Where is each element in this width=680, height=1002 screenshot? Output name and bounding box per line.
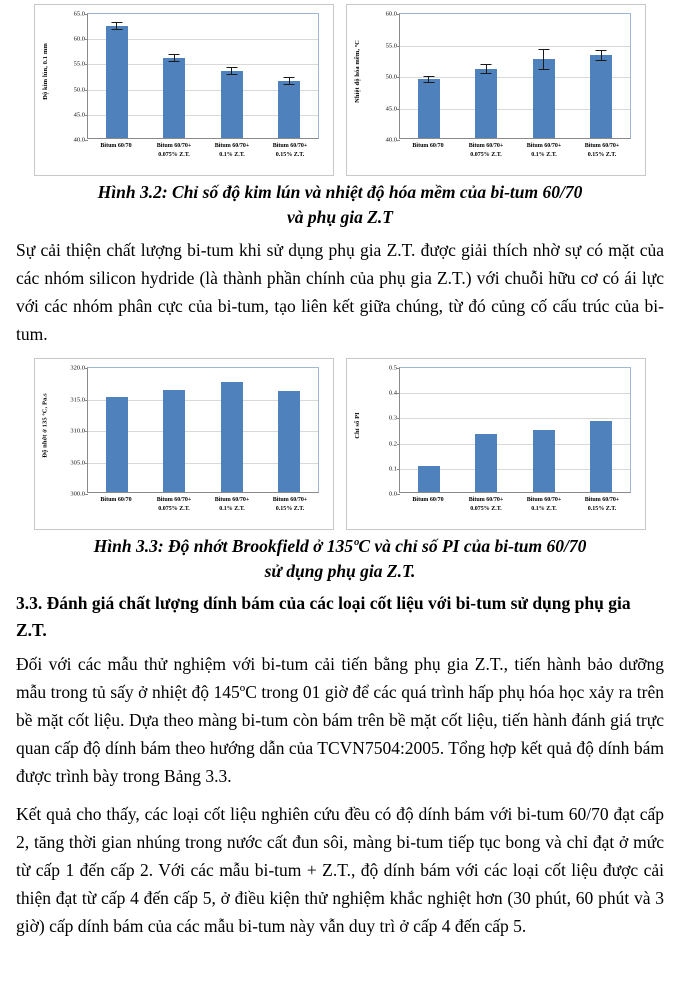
- error-bar: [111, 22, 122, 30]
- x-tick-label: Bitum 60/70+ 0.15% Z.T.: [272, 497, 308, 512]
- bar-slot: [458, 368, 516, 492]
- x-tick-label: Bitum 60/70: [412, 497, 444, 503]
- bar-slot: [400, 368, 458, 492]
- x-tick-label: Bitum 60/70+ 0.15% Z.T.: [584, 497, 620, 512]
- plot-area: [73, 10, 319, 144]
- error-bar: [284, 77, 295, 85]
- x-axis-labels: [399, 142, 631, 160]
- error-bar: [538, 49, 549, 70]
- y-tick-label: 60.0: [73, 35, 85, 43]
- x-tick-label: Bitum 60/70+ 0.1% Z.T.: [214, 497, 250, 512]
- section-heading-3-3: 3.3. Đánh giá chất lượng dính bám của các loại cốt liệu với bi-tum sử dụng phụ gia Z.T.: [16, 593, 631, 640]
- y-tick-label: 0.0: [388, 490, 397, 498]
- y-tick-label: 65.0: [73, 10, 85, 18]
- y-tick-label: 0.4: [388, 389, 397, 397]
- bar[interactable]: [418, 466, 440, 492]
- y-axis-title-label: Độ nhớt ở 135 ºC, Pa.s: [41, 392, 49, 458]
- bar-slot: [261, 14, 319, 138]
- y-tick-label: 60.0: [385, 10, 397, 18]
- y-tick-mark: [397, 494, 400, 495]
- figure-3-2-caption-line-1: Hình 3.2: Chỉ số độ kim lún và nhiệt độ hóa mềm của bi-tum 60/70: [97, 182, 583, 202]
- plot-area: [388, 364, 631, 498]
- y-tick-label: 315.0: [70, 396, 85, 403]
- bar-slot: [203, 14, 261, 138]
- x-tick-label: Bitum 60/70+ 0.075% Z.T.: [468, 143, 504, 158]
- bar[interactable]: [106, 397, 128, 492]
- bar-slot: [88, 14, 146, 138]
- bar-slot: [146, 368, 204, 492]
- x-tick-label: Bitum 60/70+ 0.075% Z.T.: [468, 497, 504, 512]
- bar[interactable]: [163, 390, 185, 492]
- bar-slot: [515, 14, 573, 138]
- x-tick-label: Bitum 60/70: [412, 143, 444, 149]
- x-tick-label: Bitum 60/70: [100, 497, 132, 503]
- bar[interactable]: [418, 79, 440, 138]
- y-axis-title: [37, 5, 53, 137]
- y-tick-label: 55.0: [385, 42, 397, 49]
- x-tick-label: Bitum 60/70+ 0.15% Z.T.: [272, 143, 308, 158]
- error-bar: [596, 50, 607, 60]
- bar-slot: [458, 14, 516, 138]
- chart-penetration: [34, 4, 334, 176]
- y-tick-label: 310.0: [70, 427, 85, 435]
- x-tick-label: Bitum 60/70+ 0.075% Z.T.: [156, 143, 192, 158]
- bar[interactable]: [475, 434, 497, 492]
- y-tick-label: 0.1: [388, 465, 397, 473]
- x-tick-label: Bitum 60/70+ 0.075% Z.T.: [156, 497, 192, 512]
- x-tick-label: Bitum 60/70+ 0.1% Z.T.: [526, 143, 562, 158]
- bar[interactable]: [475, 69, 497, 138]
- y-axis-title: [349, 5, 365, 137]
- bar[interactable]: [221, 71, 243, 138]
- figure-3-3-charts: [0, 358, 680, 530]
- x-axis-labels: [399, 496, 631, 514]
- y-tick-mark: [85, 140, 88, 141]
- bar-group: [400, 368, 630, 492]
- bar[interactable]: [533, 59, 555, 138]
- plot-area: [385, 10, 631, 144]
- figure-3-3-caption-line-2: sử dụng phụ gia Z.T.: [264, 561, 416, 581]
- bar[interactable]: [590, 421, 612, 492]
- bar-slot: [203, 368, 261, 492]
- y-tick-label: 45.0: [385, 105, 397, 112]
- y-tick-label: 320.0: [70, 364, 85, 372]
- x-tick-label: Bitum 60/70: [100, 143, 132, 149]
- y-tick-label: 50.0: [73, 86, 85, 94]
- paragraph-results: Kết quả cho thấy, các loại cốt liệu nghiên cứu đều có độ dính bám với bi-tum 60/70 đạt cấp 2, tăng thời gian nhúng trong nước cất đun sôi, màng bi-tum tiếp tục bong và chỉ đạt ở mức từ cấp 1 đến cấp 2. Với các mẫu bi-tum + Z.T., độ dính bám với các loại cốt liệu được cải thiện đạt từ cấp 4 đến cấp 5, ở điều kiện thử nghiệm khắc nghiệt hơn (30 phút, 60 phút và 3 giờ) cấp dính bám của các mẫu bi-tum này vẫn duy trì ở cấp 4 đến cấp 5.: [16, 804, 664, 936]
- chart-viscosity: [34, 358, 334, 530]
- x-tick-label: Bitum 60/70+ 0.15% Z.T.: [584, 143, 620, 158]
- x-axis-labels: [87, 496, 319, 514]
- bar[interactable]: [590, 55, 612, 138]
- bar-slot: [146, 14, 204, 138]
- bar-slot: [515, 368, 573, 492]
- bar-group: [88, 368, 318, 492]
- chart-softening-point: [346, 4, 646, 176]
- y-tick-label: 0.5: [388, 364, 397, 372]
- bar[interactable]: [163, 58, 185, 138]
- x-axis-labels: [87, 142, 319, 160]
- bar[interactable]: [106, 26, 128, 138]
- bar-slot: [88, 368, 146, 492]
- y-tick-label: 0.3: [388, 414, 397, 422]
- bar-slot: [400, 14, 458, 138]
- error-bar: [169, 54, 180, 62]
- y-tick-label: 40.0: [73, 136, 85, 144]
- plot-area: [70, 364, 319, 498]
- y-tick-label: 50.0: [385, 73, 397, 81]
- y-tick-label: 0.2: [388, 440, 397, 448]
- bar-group: [400, 14, 630, 138]
- figure-3-2-caption: [18, 180, 662, 230]
- figure-3-2-caption-line-2: và phụ gia Z.T: [287, 207, 393, 227]
- x-tick-label: Bitum 60/70+ 0.1% Z.T.: [526, 497, 562, 512]
- error-bar: [481, 64, 492, 74]
- x-tick-label: Bitum 60/70+ 0.1% Z.T.: [214, 143, 250, 158]
- paragraph-test-procedure: Đối với các mẫu thử nghiệm với bi-tum cải tiến bằng phụ gia Z.T., tiến hành bảo dưỡng mẫu trong tủ sấy ở nhiệt độ 145ºC trong 01 giờ để các quá trình hấp phụ hóa học xảy ra trên bề mặt cốt liệu. Dựa theo màng bi-tum còn bám trên bề mặt cốt liệu, tiến hành đánh giá trực quan cấp độ dính bám theo hướng dẫn của TCVN7504:2005. Tổng hợp kết quả độ dính bám được trình bày trong Bảng 3.3.: [16, 654, 664, 786]
- bar-group: [88, 14, 318, 138]
- bar[interactable]: [278, 81, 300, 138]
- y-axis-title-label: Độ kim lún, 0.1 mm: [41, 42, 49, 100]
- bar-slot: [573, 368, 631, 492]
- y-tick-mark: [85, 494, 88, 495]
- y-axis-title-label: Nhiệt độ hóa mềm, ºC: [353, 39, 361, 103]
- y-tick-label: 45.0: [73, 111, 85, 119]
- y-tick-label: 305.0: [70, 459, 85, 466]
- figure-3-3-caption-line-1: Hình 3.3: Độ nhớt Brookfield ở 135ºC và chỉ số PI của bi-tum 60/70: [93, 536, 587, 556]
- figure-3-3-caption: [18, 534, 662, 584]
- y-tick-mark: [397, 140, 400, 141]
- chart-pi-index: [346, 358, 646, 530]
- y-axis-title-label: Chỉ số PI: [353, 411, 361, 439]
- error-bar: [226, 67, 237, 74]
- y-tick-label: 300.0: [70, 490, 85, 498]
- bar[interactable]: [533, 430, 555, 492]
- bar-slot: [573, 14, 631, 138]
- y-tick-label: 40.0: [385, 136, 397, 144]
- bar[interactable]: [278, 391, 300, 492]
- bar-slot: [261, 368, 319, 492]
- figure-3-2-charts: [0, 0, 680, 176]
- y-tick-label: 55.0: [73, 60, 85, 68]
- bar[interactable]: [221, 382, 243, 492]
- y-axis-title: [37, 359, 53, 491]
- paragraph-improvement-explanation: Sự cải thiện chất lượng bi-tum khi sử dụng phụ gia Z.T. được giải thích nhờ sự có mặt của các nhóm silicon hydride (là thành phần chính của phụ gia Z.T.) với chuỗi hữu cơ có ái lực với các nhóm phân cực của bi-tum, tạo liên kết giữa chúng, từ đó củng cố cấu trúc của bi-tum.: [16, 240, 664, 344]
- error-bar: [423, 76, 434, 82]
- y-axis-title: [349, 359, 365, 491]
